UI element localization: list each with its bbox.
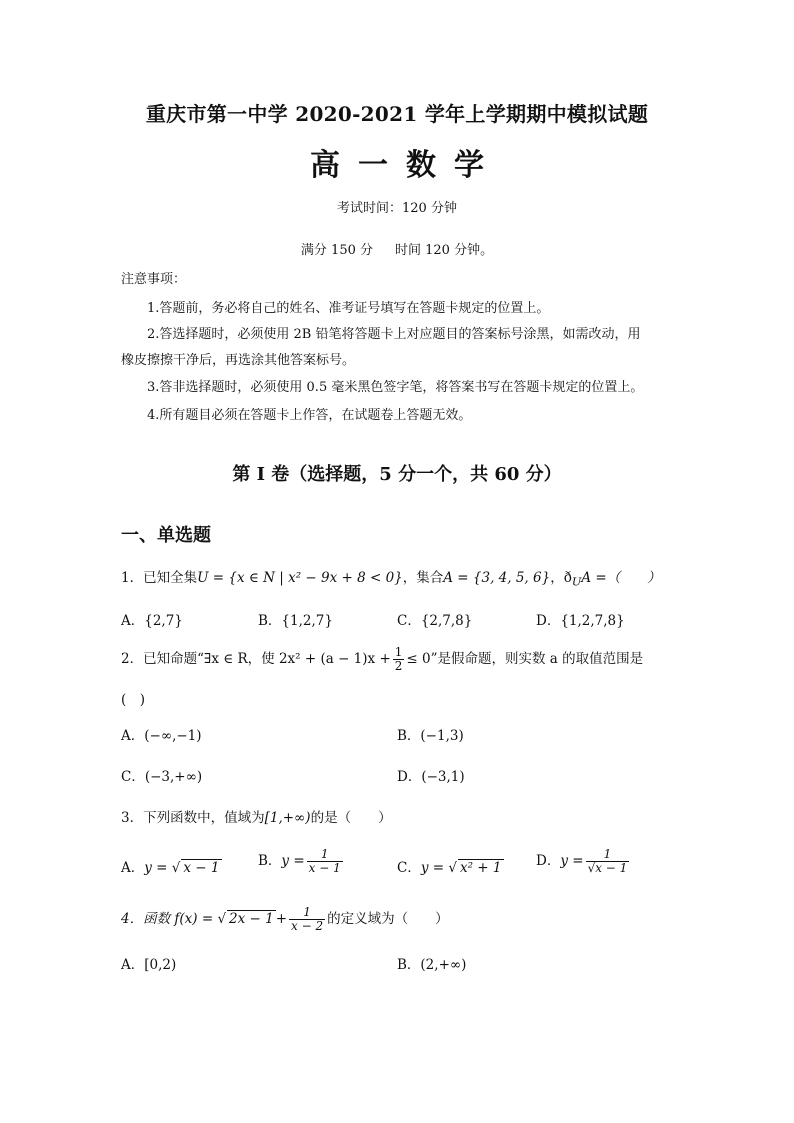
q3-opt-b-label: B．	[258, 853, 282, 869]
q2-frac-num: 1	[394, 645, 403, 659]
sqrt-icon: √	[217, 911, 227, 927]
question-1	[121, 566, 661, 589]
q4-fraction	[289, 906, 325, 933]
q1-complement-symbol: ，ð	[550, 570, 572, 586]
q2-fraction	[393, 646, 405, 673]
notice-item-1: 1.答题前，务必将自己的姓名、准考证号填写在答题卡规定的位置上。	[147, 301, 550, 316]
q2-suffix: ≤ 0”是假命题，则实数 a 的取值范围是	[406, 651, 644, 667]
q3-option-b	[258, 848, 345, 875]
part-title: 一、单选题	[121, 525, 211, 546]
q2-option-b: B．(−1,3)	[397, 728, 464, 744]
q1-option-a: A．{2,7}	[121, 613, 183, 629]
q3-opt-a-lhs: y =	[144, 860, 168, 876]
q3-opt-b-fraction	[307, 848, 343, 875]
notice-heading: 注意事项：	[121, 272, 187, 287]
q2-option-c: C．(−3,+∞)	[121, 769, 203, 785]
q3-option-d	[536, 848, 631, 875]
q3-opt-b-lhs: y =	[281, 853, 305, 869]
q3-opt-a-radicand: x − 1	[183, 860, 220, 876]
q1-option-c: C．{2,7,8}	[397, 613, 473, 629]
q3-opt-d-num: 1	[586, 848, 630, 862]
exam-time: 考试时间：120 分钟	[337, 201, 457, 216]
q1-option-b: B．{1,2,7}	[258, 613, 333, 629]
q4-option-b: B．(2,+∞)	[397, 957, 467, 973]
notice-item-2a: 2.答选择题时，必须使用 2B 铅笔将答题卡上对应题目的答案标号涂黑，如需改动，用	[147, 327, 641, 342]
q4-frac-num: 1	[289, 906, 325, 920]
q3-option-c	[397, 856, 504, 876]
q3-opt-b-den: x − 1	[308, 861, 341, 875]
q3-opt-c-radicand: x² + 1	[459, 860, 502, 876]
q1-option-d: D．{1,2,7,8}	[536, 613, 625, 629]
q2-paren: ( )	[121, 692, 146, 708]
q4-prefix: 4．函数 f(x) =	[121, 911, 214, 927]
q1-tail: A =（ ）	[581, 570, 661, 586]
section-title: 第 I 卷（选择题，5 分一个，共 60 分）	[232, 464, 562, 485]
q4-option-a: A．[0,2)	[121, 957, 177, 973]
question-4	[121, 906, 449, 933]
notice-item-4: 4.所有题目必须在答题卡上作答，在试题卷上答题无效。	[147, 408, 472, 423]
q4-radicand: 2x − 1	[229, 911, 274, 927]
q3-opt-d-fraction	[586, 848, 630, 875]
q4-suffix: 的定义域为（ ）	[327, 911, 449, 927]
q3-prefix: 3．下列函数中，值域为	[121, 810, 265, 826]
q3-opt-d-lhs: y =	[560, 853, 584, 869]
q3-range: [1,+∞)	[264, 810, 311, 826]
score-line	[0, 239, 794, 258]
sqrt-icon: √	[448, 860, 457, 876]
q2-option-d: D．(−3,1)	[397, 769, 465, 785]
question-2	[121, 646, 643, 673]
q2-option-a: A．(−∞,−1)	[121, 728, 202, 744]
q2-prefix: 2．已知命题“∃x ∈ R，使 2x² + (a − 1)x +	[121, 651, 391, 667]
sqrt-icon: √	[171, 860, 181, 876]
q4-plus: +	[275, 911, 288, 927]
q3-opt-d-label: D．	[536, 853, 561, 869]
q3-suffix: 的是（ ）	[310, 810, 392, 826]
exam-title: 重庆市第一中学 2020-2021 学年上学期期中模拟试题	[145, 102, 649, 126]
duration: 时间 120 分钟。	[395, 243, 494, 258]
q3-opt-d-den: √x − 1	[587, 861, 628, 875]
q1-prefix: 1．已知全集	[121, 570, 198, 586]
q4-frac-den: x − 2	[291, 919, 324, 933]
notice-item-3: 3.答非选择题时，必须使用 0.5 毫米黑色签字笔，将答案书写在答题卡规定的位置上。	[147, 380, 644, 395]
subject-title: 高一数学	[310, 148, 502, 183]
q3-option-a	[121, 856, 222, 876]
q1-set-a: A = {3, 4, 5, 6}	[443, 570, 551, 586]
q3-opt-a-label: A．	[121, 860, 145, 876]
q1-mid: ，集合	[402, 570, 444, 586]
q2-frac-den: 2	[394, 659, 403, 673]
q3-opt-c-label: C．	[397, 860, 421, 876]
question-3	[121, 806, 392, 826]
q1-complement-sub: U	[571, 575, 582, 589]
q3-opt-b-num: 1	[307, 848, 343, 862]
full-score: 满分 150 分	[300, 243, 373, 258]
q3-opt-c-lhs: y =	[420, 860, 445, 876]
q1-set-u: U = {x ∈ N | x² − 9x + 8 < 0}	[197, 570, 403, 586]
notice-item-2b: 橡皮擦擦干净后，再选涂其他答案标号。	[121, 353, 356, 368]
